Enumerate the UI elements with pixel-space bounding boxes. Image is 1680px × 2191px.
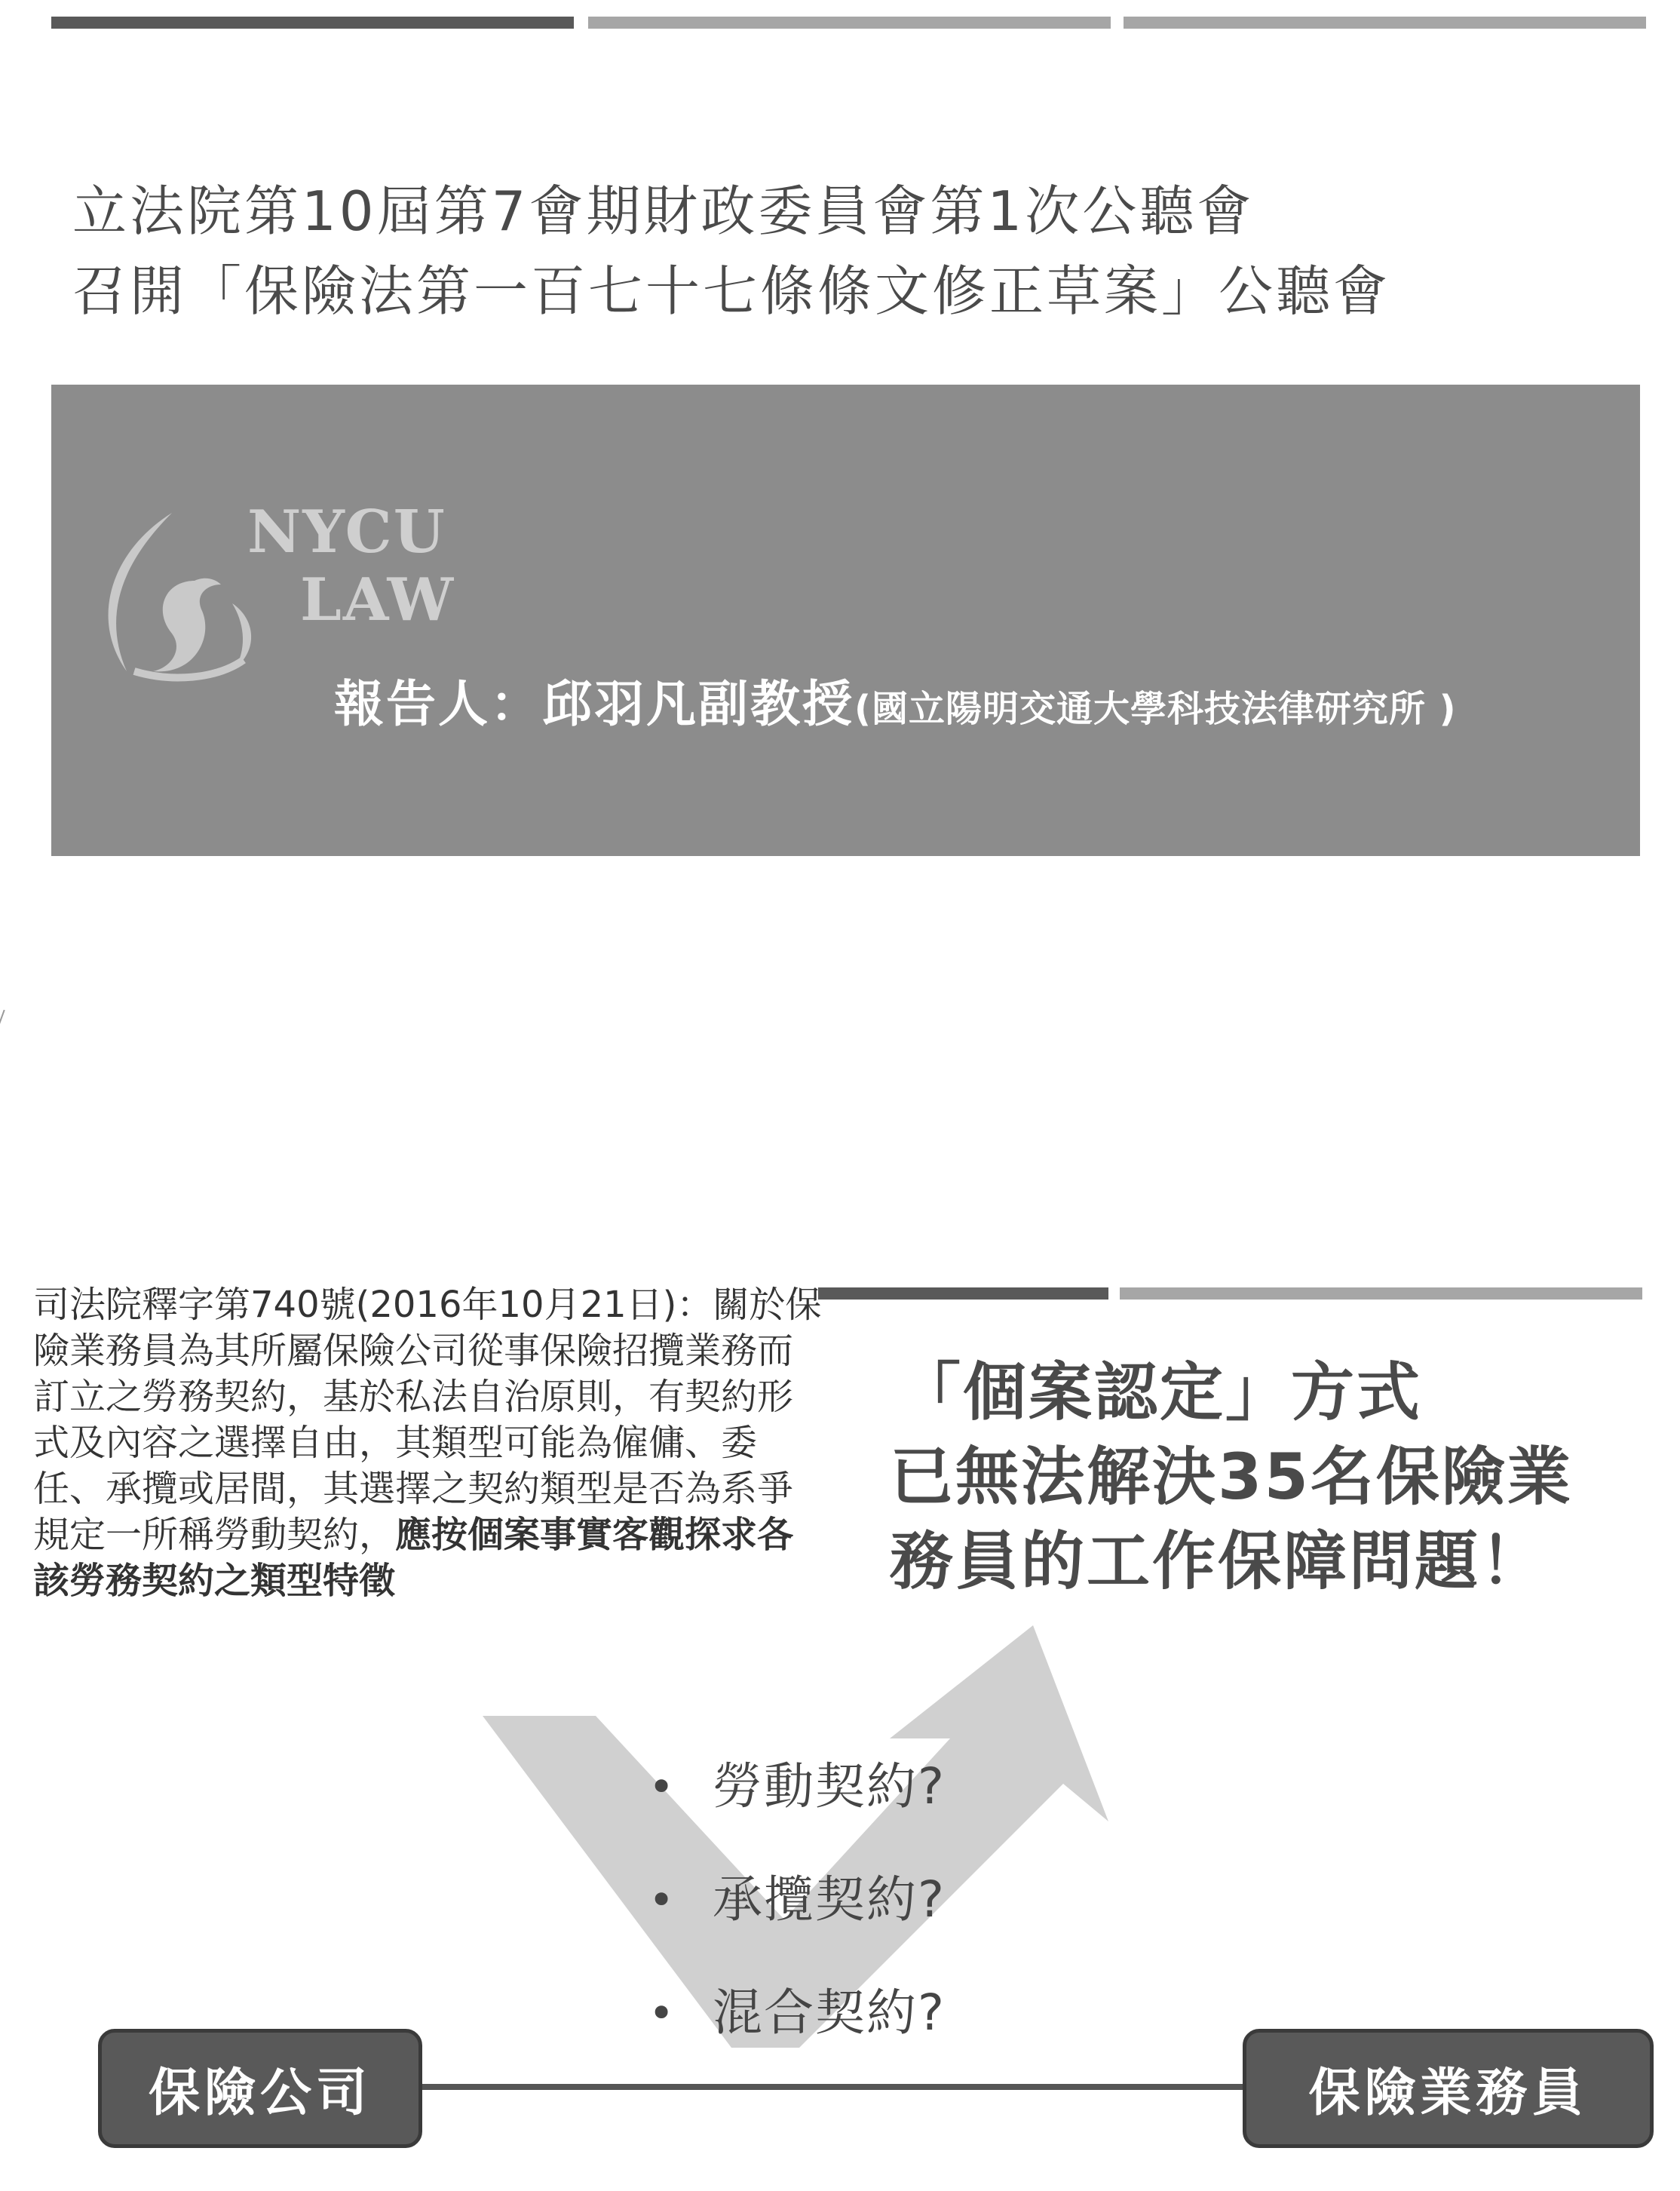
- slide2-bar-light: [1120, 1287, 1642, 1300]
- slide2-bar-dark: [818, 1287, 1108, 1300]
- bullet-text: 承攬契約?: [713, 1870, 946, 1929]
- headline-line1: 「個案認定」方式: [897, 1355, 1423, 1429]
- reporter-affiliation: (國立陽明交通大學科技法律研究所 ): [854, 688, 1457, 730]
- headline-line3: 務員的工作保障問題！: [890, 1524, 1547, 1598]
- bullet-marker: •: [648, 1874, 675, 1926]
- logo-text-nycu: NYCU: [247, 498, 446, 566]
- top-bar-dark: [51, 17, 574, 29]
- insurance-agent-box: 保險業務員: [1243, 2029, 1654, 2148]
- interpretation-740-text: [33, 1282, 825, 1604]
- slide1-title-line2: 召開「保險法第一百七十七條條文修正草案」公聽會: [72, 259, 1391, 323]
- interpretation-plain: 司法院釋字第740號(2016年10月21日)：關於保險業務員為其所屬保險公司從事保險招攬業務而訂立之勞務契約，基於私法自治原則，有契約形式及內容之選擇自由，其類型可能為僱傭、委任、承攬或居間，其選擇之契約類型是否為系爭規定一所稱勞動契約，: [33, 1284, 822, 1556]
- list-item: [648, 1754, 946, 1867]
- interpretation-bold: 應按個案事實客觀探求各該勞務契約之類型特徵: [33, 1514, 794, 1602]
- reporter-label: 報告人：: [334, 675, 542, 733]
- top-bar-light-1: [588, 17, 1111, 29]
- insurance-company-box: 保險公司: [98, 2029, 422, 2148]
- bullet-text: 混合契約?: [713, 1984, 946, 2042]
- reporter-name: 邱羽凡副教授: [542, 675, 854, 733]
- headline-line2: 已無法解決35名保險業: [890, 1440, 1573, 1514]
- bullet-marker: •: [648, 1761, 675, 1812]
- slide2-headline: [890, 1350, 1659, 1603]
- top-bar-light-2: [1124, 17, 1646, 29]
- scan-mark: [0, 1010, 12, 1032]
- contract-type-list: [648, 1754, 946, 2093]
- slide1-title-line1: 立法院第10屆第7會期財政委員會第1次公聽會: [72, 180, 1255, 243]
- bullet-marker: •: [648, 1987, 675, 2039]
- logo-text-law: LAW: [300, 566, 455, 634]
- speaker-banner: [51, 385, 1640, 856]
- reporter-line: [334, 664, 1457, 735]
- relationship-line: [407, 2084, 1252, 2090]
- bullet-text: 勞動契約?: [713, 1757, 946, 1815]
- list-item: [648, 1867, 946, 1980]
- list-item: [648, 1980, 946, 2093]
